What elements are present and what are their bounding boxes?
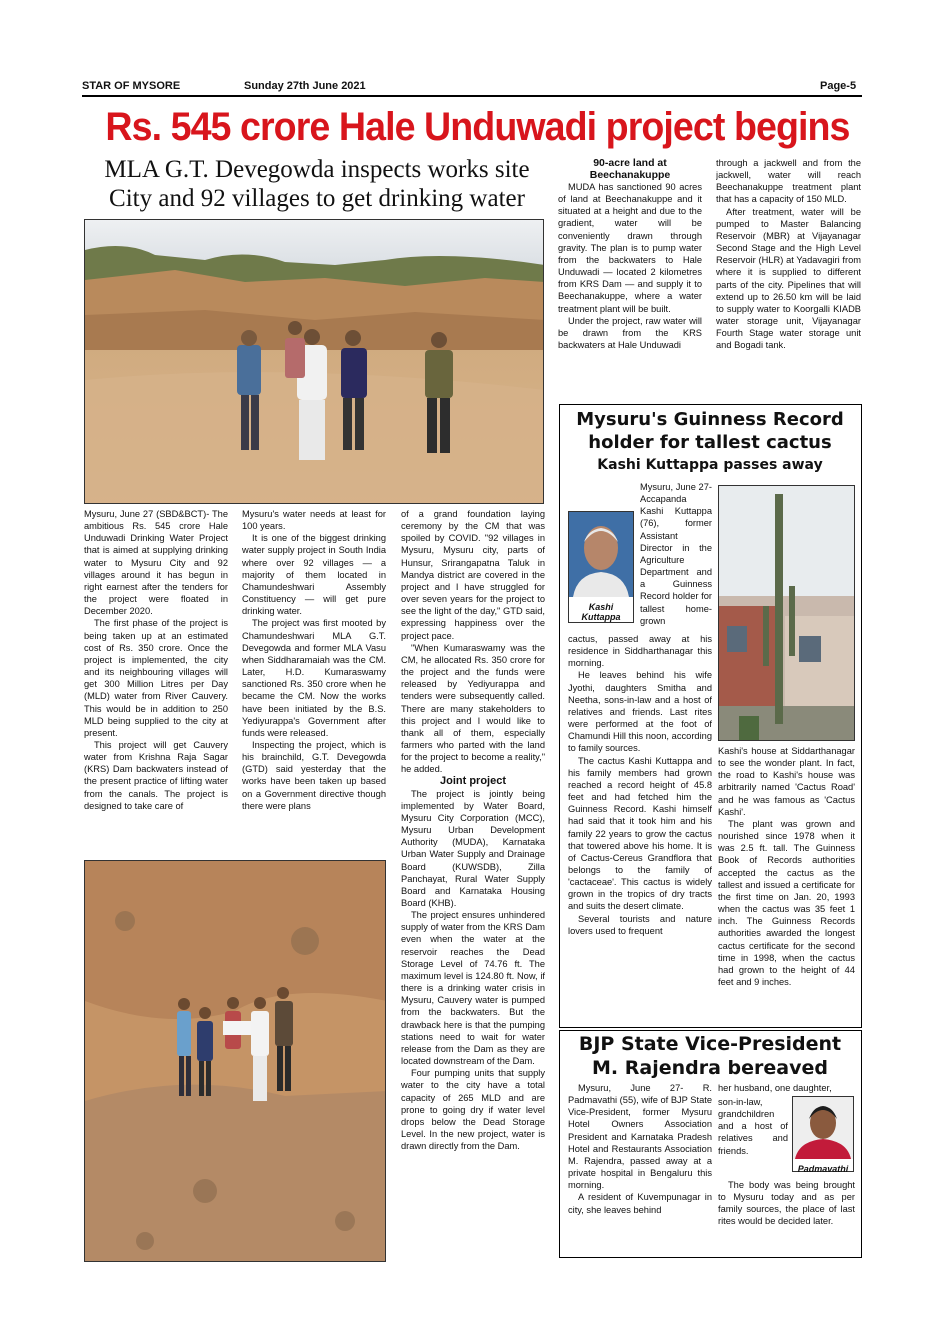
paragraph: Kashi's house at Siddarthanagar to see the wonder plant. In fact, the road to Kashi's house was arbitrarily named 'Cactus Road' and he was famous as 'Cactus Kashi'.: [718, 746, 855, 817]
cactus-text-left: [568, 633, 712, 1023]
cactus-subtitle: Kashi Kuttappa passes away: [597, 457, 823, 473]
paragraph: Several tourists and nature lovers used to frequent: [568, 913, 712, 936]
paragraph: son-in-law, grandchildren and a host of relatives and friends.: [718, 1097, 788, 1156]
bjp-text-right-body: [718, 1179, 855, 1255]
paragraph: The first phase of the project is being taken up at an estimated cost of Rs. 350 crore. Once the project is implemented, the city and its neighbouring villages will get 300 Million Litres per Day (MLD) water from River Cauvery. This would be in addition to 250 MLD being supplied to the city at present.: [84, 618, 228, 738]
cactus-house-photo: [718, 485, 855, 741]
masthead: STAR OF MYSORE: [82, 80, 181, 92]
bjp-text-right-top: [718, 1082, 855, 1096]
article-column-4: [558, 157, 702, 395]
deck-line-2: City and 92 villages to get drinking water: [109, 185, 525, 212]
site-inspection-photo: [84, 219, 544, 504]
paragraph: The project is jointly being implemented by Water Board, Mysuru City Corporation (MCC), Mysuru Urban Development Authority (MUDA), Karnataka Urban Water Supply and Drainage Board (KUWSDB), Zilla Panchayat, Rural Water Supply Board and Karnataka Housing Board (KHB).: [401, 788, 545, 908]
headline: Rs. 545 crore Hale Unduwadi project begins: [105, 105, 850, 149]
bjp-text-left: [568, 1082, 712, 1254]
paragraph: Mysuru, June 27 (SBD&BCT)- The ambitious Rs. 545 crore Hale Unduwadi Drinking Water Project that is aimed at supplying drinking water to Mysuru City and 92 villages around it has begun in right earnest after the tenders for the project were floated in December 2020.: [84, 509, 228, 617]
subheading-90-acre: 90-acre land at Beechanakuppe: [589, 157, 671, 181]
paragraph: This project will get Cauvery water from Krishna Raja Sagar (KRS) Dam backwaters instead of the present practice of lifting water from the canals. The project is designed to take care of: [84, 739, 228, 811]
paragraph: Under the project, raw water will be drawn from the KRS backwaters at Hale Unduwadi: [558, 315, 702, 351]
paragraph: Mysuru, June 27- Accapanda Kashi Kuttappa (76), former Assistant Director in the Agriculture Department and a Guinness Record holder for tallest home-grown: [640, 482, 712, 626]
article-column-1: [84, 508, 228, 853]
padmavathi-portrait: [792, 1096, 854, 1172]
bjp-title-line-1: BJP State Vice-President: [578, 1033, 842, 1055]
article-column-3: [401, 508, 545, 1268]
site-survey-photo: [84, 860, 386, 1262]
paragraph: The cactus Kashi Kuttappa and his family members had grown reached a record height of 45.8 feet and had fetched him the Guinness Record. Kashi himself had said that it took him and his family 22 years to grow the cactus that towered above his home. It is of Cactus-Cereus Grandflora that belongs to the family of 'cactaceae'. This cactus is widely grown in the tropics of dry tracts and suits the desert climate.: [568, 755, 712, 912]
paragraph: cactus, passed away at his residence in Siddharthanagar this morning.: [568, 634, 712, 669]
cactus-text-right: [718, 745, 855, 1025]
paragraph: Mysuru, June 27- R. Padmavathi (55), wife of BJP State Vice-President, former Mysuru Hotel Owners Association President and Karnataka Pradesh Hotel and Restaurants Association M. Rajendra, passed away at a private hospital in Bengaluru this morning.: [568, 1083, 712, 1191]
paragraph: her husband, one daughter,: [718, 1083, 832, 1093]
paragraph: The project was first mooted by Chamundeshwari MLA G.T. Devegowda and former MLA Vasu when Siddharamaiah was the CM. Later, H.D. Kumaraswamy sanctioned Rs. 350 crore when he became the CM. Now the works have been initiated by the B.S. Yediyurappa's Government after funds were released.: [242, 618, 386, 738]
paragraph: The body was being brought to Mysuru today and as per family sources, the place of last rites would be decided later.: [718, 1180, 855, 1227]
paragraph: The plant was grown and nourished since 1978 when it was 2.5 ft. tall. The Guinness Book of Records authorities accepted the cactus as the tallest and issued a certificate for the first time on Jan. 20, 1993 when the cactus was 35 feet 1 inch. The Guinness Records authorities awarded the longest cactus certificate for the second time in 1998, when the cactus had grown to the height of 44 feet and 9 inches.: [718, 818, 855, 987]
paragraph: Four pumping units that supply water to the city have a total capacity of 265 MLD and are prone to going dry if water level drops below the Dead Storage Level. In the new project, water is drawn directly from the Dam.: [401, 1068, 545, 1152]
paragraph: MUDA has sanctioned 90 acres of land at Beechanakuppe and it situated at a height and due to the gradient, water will be conveniently drawn through gravity. The plan is to pump water from the backwaters to Hale Unduwadi — located 2 kilometres from KRS Dam — and supply it to Beechanakuppe, where a water treatment plant will be built.: [558, 182, 702, 314]
issue-date: Sunday 27th June 2021: [244, 80, 366, 92]
bjp-title-line-2: M. Rajendra bereaved: [592, 1057, 828, 1079]
paragraph: He leaves behind his wife Jyothi, daughters Smitha and Neetha, sons-in-law and a host of relatives and friends. Last rites were performed at the foot of Chamundi Hill this noon, according to family sources.: [568, 670, 712, 754]
cactus-text-top: [568, 481, 712, 631]
deck-line-1: MLA G.T. Devegowda inspects works site: [104, 156, 530, 183]
portrait-caption: Padmavathi: [797, 1164, 849, 1174]
paragraph: "When Kumaraswamy was the CM, he allocated Rs. 350 crore for the project and the funds were released by Yediyurappa and tenders were subsequently called. There are many stakeholders to this project and I would like to thank all of them, especially farmers who parted with the land for the project to become a reality," he added.: [401, 642, 545, 775]
article-column-2: [242, 508, 386, 853]
paragraph: After treatment, water will be pumped to Master Balancing Reservoir (MBR) at Vijayanagar Second Stage and the High Level Reservoir (HLR) at Yadavagiri from where it is supplied to different parts of the city. Pipelines that will extend up to 26.50 km will be laid to supply water to Koorgalli KIADB water storage unit, Vijayanagar Fourth Stage water storage unit and Bogadi tank.: [716, 206, 861, 351]
portrait-caption-1: Kashi: [569, 602, 633, 612]
paragraph: A resident of Kuvempunagar in city, she leaves behind: [568, 1192, 712, 1215]
paragraph: through a jackwell and from the jackwell, water will reach Beechanakuppe treatment plant that has a capacity of 150 MLD.: [716, 158, 861, 205]
article-column-5: [716, 157, 861, 395]
bjp-obituary-box: [559, 1030, 862, 1258]
paragraph: of a grand foundation laying ceremony by the CM that was spoiled by COVID. "92 villages in Mysuru, Mysuru city, parts of Hunsur, Srirangapatna Taluk in Mandya district are covered in the project and I have struggled for over seven years for the project to see the light of the day," GTD said, expressing happiness over the project pace.: [401, 509, 545, 641]
cactus-title-line-2: holder for tallest cactus: [588, 432, 832, 453]
page-number: Page-5: [820, 80, 857, 92]
subheading-joint-project: Joint project: [439, 775, 506, 788]
header-rule: [82, 95, 862, 97]
paragraph: Mysuru's water needs at least for 100 years.: [242, 509, 386, 532]
paragraph: It is one of the biggest drinking water supply project in South India where over 92 villages — a majority of them located in Chamundeshwari Assembly Constituency — will get pure drinking water.: [242, 533, 386, 617]
paragraph: The project ensures unhindered supply of water from the KRS Dam even when the water at the reservoir reaches the Dead Storage Level of 74.76 ft. The maximum level is 124.80 ft. Now, if there is a drinking water crisis in Mysuru, Cauvery water is pumped from the backwaters. But the drawback here is that the pumping stations need to wait for water release from the Dam as they are located downstream of the Dam.: [401, 910, 545, 1067]
cactus-obituary-box: [559, 404, 862, 1028]
cactus-title-line-1: Mysuru's Guinness Record: [576, 409, 844, 430]
portrait-caption-2: Kuttappa: [569, 612, 633, 622]
paragraph: Inspecting the project, which is his brainchild, G.T. Devegowda (GTD) said yesterday that the works have been taken up based on a Government directive though there were plans: [242, 739, 386, 811]
